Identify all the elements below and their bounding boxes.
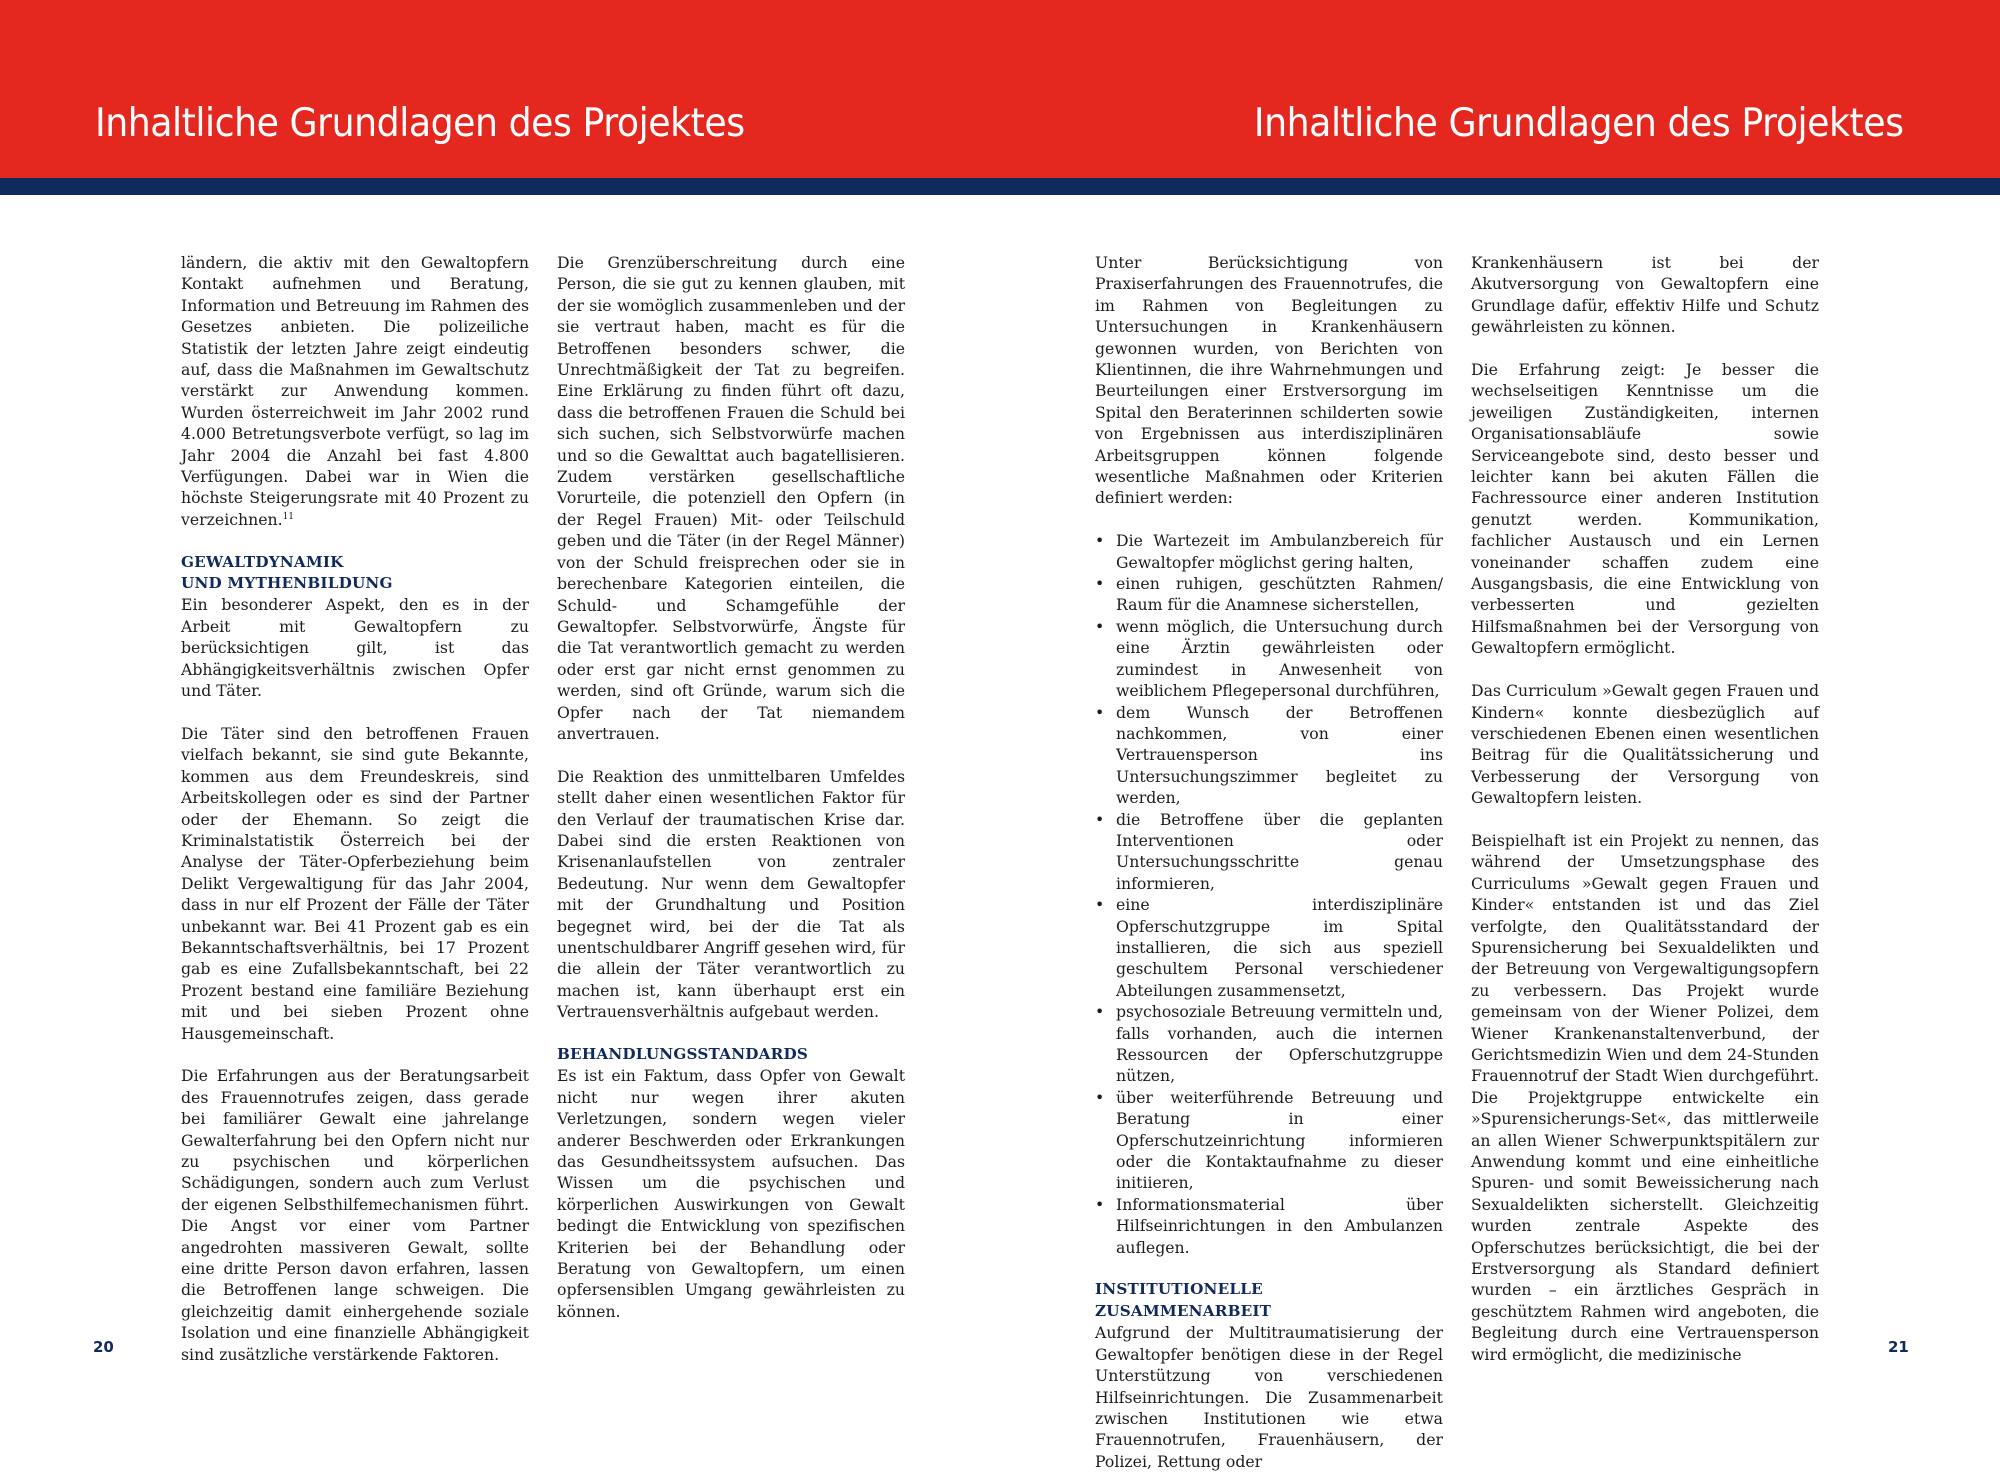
paragraph: Die Grenzüberschreitung durch eine Person, die sie gut zu kennen glauben, mit der sie womöglich zusammenleben und der sie vertraut haben, macht es für die Betroffenen besonders schwer, die Unrechtmäßigkeit der Tat zu begreifen. Eine Erklärung zu finden führt oft dazu, dass die betroffenen Frauen die Schuld bei sich suchen, sich Selbstvorwürfe machen und so die Gewalttat auch bagatellisieren. Zudem verstärken gesellschaftliche Vorurteile, die potenziell den Opfern (in der Regel Frauen) Mit- oder Teilschuld geben und die Täter (in der Regel Männer) von der Schuld freisprechen oder sie in berechenbare Kategorien einteilen, die Schuld- und Schamgefühle der Gewaltopfer. Selbstvorwürfe, Ängste für die Tat verantwortlich gemacht zu werden oder erst gar nicht ernst genommen zu werden, sind oft Gründe, warum sich die Opfer nach der Tat niemandem anvertrauen. [557,253,905,743]
footnote-marker: 11 [282,511,295,522]
paragraph: Die Reaktion des unmittelbaren Umfeldes stellt daher einen wesentlichen Faktor für den Verlauf der traumatischen Krise dar. Dabei sind die ersten Reaktionen von Krisenanlaufstellen von zentraler Bedeutung. Nur wenn dem Gewaltopfer mit der Grundhaltung und Position begegnet wird, bei der die Tat als unentschuldbarer Angriff gesehen wird, für die allein der Täter verantwortlich zu machen ist, kann überhaupt erst ein Vertrauensverhältnis aufgebaut werden. [557,766,905,1022]
paragraph: Die Erfahrung zeigt: Je besser die wechselseitigen Kenntnisse um die jeweiligen Zuständigkeiten, internen Organisationsabläufe sowie Serviceangebote sind, desto besser und leichter kann bei akuten Fällen die Fachressource einer anderen Institution genutzt werden. Kommunikation, fachlicher Austausch und ein Lernen voneinander schaffen zudem eine Ausgangsbasis, die eine Entwicklung von verbesserten und gezielten Hilfsmaßnahmen bei der Versorgung von Gewaltopfern ermöglicht. [1471,360,1819,658]
list-item: • wenn möglich, die Untersuchung durch eine Ärztin gewährleisten oder zumindest in Anwesenheit von weiblichem Pflegepersonal durchführen, [1095,616,1443,702]
header-red-band [0,0,2000,178]
header-navy-stripe [0,178,2000,195]
section-heading-behandlungsstandards: BEHANDLUNGSSTANDARDS [557,1045,808,1063]
text-column-3 [1095,252,1443,1472]
paragraph: Krankenhäusern ist bei der Akutversorgung von Gewaltopfern eine Grundlage dafür, effektiv Hilfe und Schutz gewährleisten zu können. [1471,253,1819,337]
paragraph: ländern, die aktiv mit den Gewaltopfern Kontakt aufnehmen und Beratung, Information und Betreuung im Rahmen des Gesetzes anbieten. Die polizeiliche Statistik der letzten Jahre zeigt eindeutig auf, dass die Maßnahmen im Gewaltschutz verstärkt zur Anwendung kommen. Wurden österreichweit im Jahr 2002 rund 4.000 Betretungsverbote verfügt, so lag im Jahr 2004 die Anzahl bei fast 4.800 Verfügungen. Dabei war in Wien die höchste Steigerungsrate mit 40 Prozent zu verzeichnen.$^{11}$ [181,253,529,529]
page-title-left: Inhaltliche Grundlagen des Projektes [95,101,745,146]
text-column-2 [557,252,905,1322]
paragraph: Aufgrund der Multitraumatisierung der Gewaltopfer benötigen diese in der Regel Unterstützung von verschiedenen Hilfseinrichtungen. Die Zusammenarbeit zwischen Institutionen wie etwa Frauennotrufen, Frauenhäusern, der Polizei, Rettung oder [1095,1323,1443,1471]
list-item: • dem Wunsch der Betroffenen nachkommen, von einer Vertrauensperson ins Untersuchungszimmer begleitet zu werden, [1095,702,1443,809]
list-item: • Informationsmaterial über Hilfseinrichtungen in den Ambulanzen auflegen. [1095,1194,1443,1258]
page-number-right: 21 [1888,1338,1909,1356]
list-item: • die Betroffene über die geplanten Interventionen oder Untersuchungsschritte genau informieren, [1095,809,1443,895]
text-column-4 [1471,252,1819,1365]
section-heading-gewaltdynamik: GEWALTDYNAMIK UND MYTHENBILDUNG [181,552,393,593]
paragraph: Es ist ein Faktum, dass Opfer von Gewalt nicht nur wegen ihrer akuten Verletzungen, sondern wegen vieler anderer Beschwerden oder Erkrankungen das Gesundheitssystem aufsuchen. Das Wissen um die psychischen und körperlichen Auswirkungen von Gewalt bedingt die Entwicklung von spezifischen Kriterien bei der Behandlung oder Beratung von Gewaltopfern, um einen opfersensiblen Umgang gewährleisten zu können. [557,1066,905,1321]
list-item: • Die Wartezeit im Ambulanzbereich für Gewaltopfer möglichst gering halten, [1095,530,1443,573]
paragraph: Die Erfahrungen aus der Beratungsarbeit des Frauennotrufes zeigen, dass gerade bei familiärer Gewalt eine jahrelange Gewalterfahrung bei den Opfern nicht nur zu psychischen und körperlichen Schädigungen, sondern auch zum Verlust der eigenen Selbsthilfemechanismen führt. Die Angst vor einer vom Partner angedrohten massiveren Gewalt, sollte eine dritte Person davon erfahren, lassen die Betroffenen lange schweigen. Die gleichzeitig damit einhergehende soziale Isolation und eine finanzielle Abhängigkeit sind zusätzliche verstärkende Faktoren. [181,1066,529,1364]
paragraph: Die Täter sind den betroffenen Frauen vielfach bekannt, sie sind gute Bekannte, kommen aus dem Freundeskreis, sind Arbeitskollegen oder es sind der Partner oder der Ehemann. So zeigt die Kriminalstatistik Österreich bei der Analyse der Täter-Opferbeziehung beim Delikt Vergewaltigung für das Jahr 2004, dass in nur elf Prozent der Fälle der Täter unbekannt war. Bei 41 Prozent gab es ein Bekanntschaftsverhältnis, bei 17 Prozent gab es eine Zufallsbekanntschaft, bei 22 Prozent bestand eine familiäre Beziehung mit und bei sieben Prozent ohne Hausgemeinschaft. [181,723,529,1043]
paragraph: Ein besonderer Aspekt, den es in der Arbeit mit Gewaltopfern zu berücksichtigen gilt, ist das Abhängigkeitsverhältnis zwischen Opfer und Täter. [181,595,529,701]
text-column-1 [181,252,529,1365]
paragraph: Beispielhaft ist ein Projekt zu nennen, das während der Umsetzungsphase des Curriculums »Gewalt gegen Frauen und Kinder« entstanden ist und das Ziel verfolgte, den Qualitätsstandard der Spurensicherung bei Sexualdelikten und der Betreuung von Vergewaltigungsopfern zu verbessern. Das Projekt wurde gemeinsam von der Wiener Polizei, dem Wiener Krankenanstaltenverbund, der Gerichtsmedizin Wien und dem 24-Stunden Frauennotruf der Stadt Wien durchgeführt. Die Projektgruppe entwickelte ein »Spurensicherungs-Set«, das mittlerweile an allen Wiener Schwerpunktspitälern zur Anwendung kommt und eine einheitliche Spuren- und somit Beweissicherung nach Sexualdelikten sicherstellt. Gleichzeitig wurden zentrale Aspekte des Opferschutzes berücksichtigt, die bei der Erstversorgung als Standard definiert wurden – ein ärztliches Gespräch in geschütztem Rahmen wird angeboten, die Begleitung durch eine Vertrauensperson wird ermöglicht, die medizinische [1471,830,1819,1364]
paragraph: Unter Berücksichtigung von Praxiserfahrungen des Frauennotrufes, die im Rahmen von Begleitungen zu Untersuchungen in Krankenhäusern gewonnen wurden, von Berichten von Klientinnen, die ihre Wahrnehmungen und Beurteilungen einer Erstversorgung im Spital den Beraterinnen schilderten sowie von Ergebnissen aus interdisziplinären Arbeitsgruppen können folgende wesentliche Maßnahmen oder Kriterien definiert werden: [1095,253,1443,508]
page-title-right: Inhaltliche Grundlagen des Projektes [1254,101,1904,146]
paragraph: Das Curriculum »Gewalt gegen Frauen und Kindern« konnte diesbezüglich auf verschiedenen Ebenen einen wesentlichen Beitrag für die Qualitätssicherung und Verbesserung der Versorgung von Gewaltopfern leisten. [1471,681,1819,808]
list-item: • eine interdisziplinäre Opferschutzgruppe im Spital installieren, die sich aus speziell geschultem Personal verschiedener Abteilungen zusammensetzt, [1095,894,1443,1001]
section-heading-institutionelle-zusammenarbeit: INSTITUTIONELLE ZUSAMMENARBEIT [1095,1280,1272,1320]
list-item: • über weiterführende Betreuung und Beratung in einer Opferschutzeinrichtung informieren oder die Kontaktaufnahme zu dieser initiieren, [1095,1087,1443,1194]
page-number-left: 20 [93,1338,114,1356]
measures-list [1095,530,1443,1258]
list-item: • einen ruhigen, geschützten Rahmen/ Raum für die Anamnese sicherstellen, [1095,573,1443,616]
list-item: • psychosoziale Betreuung vermitteln und, falls vorhanden, auch die internen Ressourcen der Opferschutzgruppe nützen, [1095,1001,1443,1087]
